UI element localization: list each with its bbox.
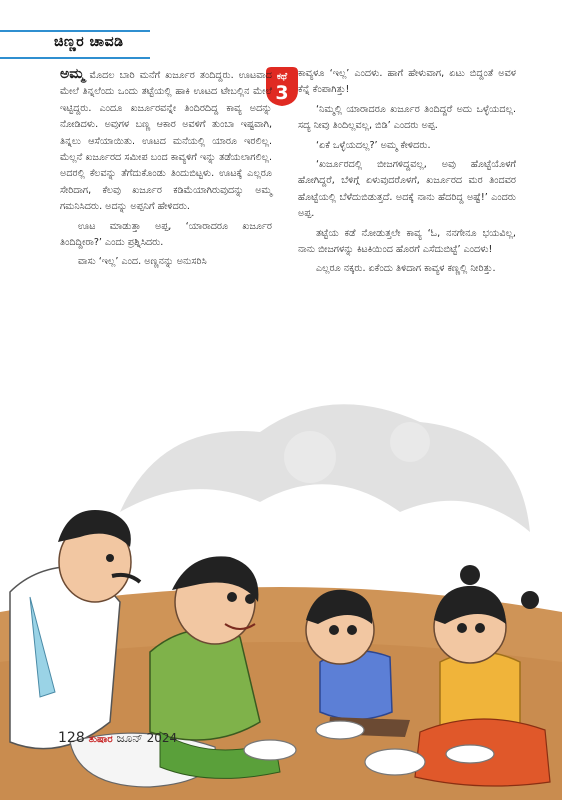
paragraph-text: ಮೊದಲ ಬಾರಿ ಮನೆಗೆ ಖರ್ಜೂರ ತಂದಿದ್ದರು. ಊಟವಾದ ಮೇಲೆ ತಿನ್ನಲೆಂದು ಒಂದು ತಟ್ಟೆಯಲ್ಲಿ ಹಾಕಿ ಊಟದ ಟೇಬಲ್ಲಿನ ಮೇಲೆ ಇಟ್ಟಿದ್ದರು. ಎಂದೂ ಖರ್ಜೂರವನ್ನೇ ತಿಂದಿರದಿದ್ದ ಕಾವ್ಯ ಅದನ್ನು ನೋಡಿದಳು. ಅವುಗಳ ಬಣ್ಣ ಆಕಾರ ಅವಳಿಗೆ ತುಂಬಾ ಇಷ್ಟವಾಗಿ, ತಿನ್ನಲು ಆಸೆಯಾಯಿತು. ಊಟದ ಮನೆಯಲ್ಲಿ ಯಾರೂ ಇರಲಿಲ್ಲ. ಮೆಲ್ಲನೆ ಖರ್ಜೂರದ ಸಮೀಪ ಬಂದ ಕಾವ್ಯಳಿಗೆ ಇನ್ನು ತಡೆಯಲಾಗಲಿಲ್ಲ. ಅದರಲ್ಲಿ ಕೆಲವನ್ನು ತೆಗೆದುಕೊಂಡು ತಿಂದುಬಿಟ್ಟಳು. ಊಟಕ್ಕೆ ಎಲ್ಲರೂ ಸೇರಿದಾಗ, ಕೆಲವು ಖರ್ಜೂರ ಕಡಿಮೆಯಾಗಿರುವುದನ್ನು ಅಮ್ಮ ಗಮನಿಸಿದರು. ಅದನ್ನು ಅಪ್ಪನಿಗೆ ಹೇಳಿದರು.	[60, 70, 272, 213]
story-column-right	[298, 66, 516, 281]
background-swirls	[120, 404, 530, 532]
story-paragraph: ತಟ್ಟೆಯ ಕಡೆ ನೋಡುತ್ತಲೇ ಕಾವ್ಯ ‘ಓ, ನನಗೇನೂ ಭಯವಿಲ್ಲ, ನಾನು ಬೀಜಗಳನ್ನು ಕಿಟಕಿಯಿಂದ ಹೊರಗೆ ಎಸೆದುಬಿಟ್ಟೆ’ ಎಂದಳು!	[298, 227, 516, 256]
story-paragraph: ‘ಏಕೆ ಒಳ್ಳೆಯದಲ್ಲ?’ ಅಮ್ಮ ಕೇಳಿದರು.	[316, 139, 431, 151]
story-paragraph: ಎಲ್ಲರೂ ನಕ್ಕರು. ಏಕೆಂದು ತಿಳಿದಾಗ ಕಾವ್ಯಳ ಕಣ್ಣಲ್ಲಿ ನೀರಿತ್ತು.	[316, 263, 496, 275]
section-header	[0, 30, 150, 60]
story-paragraph: ‘ನಿಮ್ಮಲ್ಲಿ ಯಾರಾದರೂ ಖರ್ಜೂರ ತಿಂದಿದ್ದರೆ ಅದು ಒಳ್ಳೆಯದಲ್ಲ. ಸದ್ಯ ನೀವು ತಿಂದಿಲ್ಲವಲ್ಲ, ಬಿಡಿ’ ಎಂದರು ಅಪ್ಪ.	[298, 103, 516, 132]
story-paragraph	[60, 66, 272, 216]
page-footer	[58, 730, 177, 746]
magazine-name: ತುಷಾರ	[88, 734, 113, 745]
page-number: 128	[58, 730, 85, 746]
badge-number: 3	[275, 82, 289, 104]
story-paragraph: ಊಟ ಮಾಡುತ್ತಾ ಅಪ್ಪ, ‘ಯಾರಾದರೂ ಖರ್ಜೂರ ತಿಂದಿದ್ದೀರಾ?’ ಎಂದು ಪ್ರಶ್ನಿಸಿದರು.	[60, 220, 272, 249]
story-paragraph: ವಾಸು ‘ಇಲ್ಲ’ ಎಂದ. ಅಣ್ಣನನ್ನು ಅನುಸರಿಸಿ	[78, 256, 207, 268]
story-column-left	[60, 66, 272, 274]
header-rule-bottom	[0, 57, 150, 59]
lead-word: ಅಮ್ಮ	[60, 66, 85, 82]
header-rule-top	[0, 30, 150, 32]
badge-label: ಕಥೆ	[276, 72, 288, 82]
story-paragraph: ಕಾವ್ಯಳೂ ‘ಇಲ್ಲ’ ಎಂದಳು. ಹಾಗೆ ಹೇಳುವಾಗ, ಏಟು ಬಿದ್ದಂತೆ ಅವಳ ಕೆನ್ನೆ ಕೆಂಪಾಗಿತ್ತು!	[298, 68, 516, 96]
section-title: ಚಿಣ್ಣರ ಚಾವಡಿ	[54, 34, 124, 50]
issue-date: ಜೂನ್ 2024	[116, 731, 178, 745]
story-paragraph: ‘ಖರ್ಜೂರದಲ್ಲಿ ಬೀಜಗಳಿದ್ದವಲ್ಲ, ಅವು ಹೊಟ್ಟೆಯೊಳಗೆ ಹೋಗಿದ್ದರೆ, ಬೆಳಿಗ್ಗೆ ಏಳುವುದರೊಳಗೆ, ಖರ್ಜೂರದ ಮರ ತಿಂದವರ ಹೊಟ್ಟೆಯಲ್ಲಿ ಬೆಳೆದುಬಿಡುತ್ತದೆ. ಅದಕ್ಕೆ ನಾನು ಹೆದರಿದ್ದ ಅಷ್ಟೆ!’ ಎಂದರು ಅಪ್ಪ.	[298, 159, 516, 220]
